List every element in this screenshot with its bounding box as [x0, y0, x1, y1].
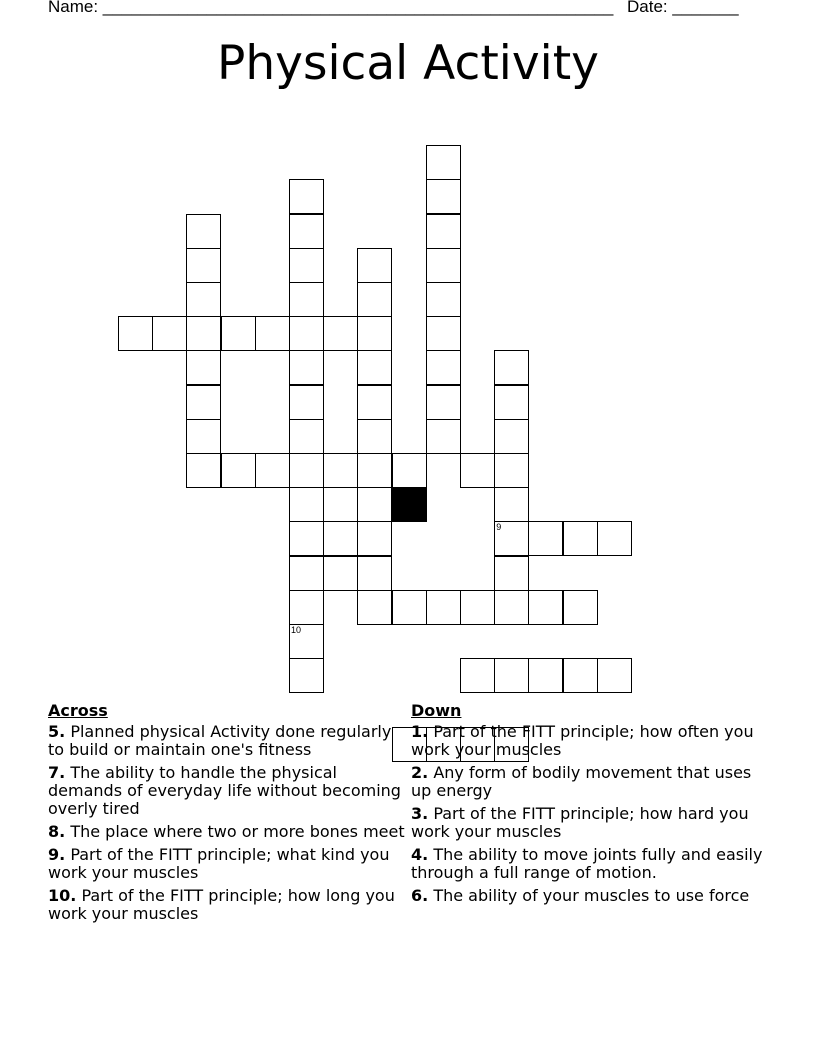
crossword-cell[interactable] — [221, 453, 256, 488]
blocked-cell — [392, 487, 427, 522]
crossword-cell[interactable] — [186, 316, 221, 351]
crossword-cell[interactable] — [494, 453, 529, 488]
crossword-cell[interactable] — [494, 556, 529, 591]
crossword-cell[interactable] — [186, 453, 221, 488]
down-clues — [411, 702, 771, 910]
clue-number: 3. — [411, 804, 429, 823]
crossword-cell[interactable] — [426, 282, 461, 317]
crossword-cell[interactable] — [528, 658, 563, 693]
crossword-cell[interactable] — [357, 487, 392, 522]
clue-number: 1. — [411, 722, 429, 741]
clue-across-8 — [48, 823, 408, 841]
clue-text: Part of the FITT principle; what kind you work your muscles — [48, 845, 390, 882]
name-field-label: Name: ______________________________________________________ — [48, 0, 614, 16]
crossword-cell[interactable] — [563, 658, 598, 693]
crossword-cell[interactable] — [289, 590, 324, 625]
crossword-cell[interactable] — [460, 453, 495, 488]
crossword-cell[interactable] — [118, 316, 153, 351]
down-heading: Down — [411, 701, 462, 720]
crossword-cell[interactable] — [426, 419, 461, 454]
clue-number: 6. — [411, 886, 429, 905]
crossword-cell[interactable] — [323, 556, 358, 591]
crossword-cell[interactable] — [357, 350, 392, 385]
crossword-cell[interactable] — [186, 350, 221, 385]
clue-down-1 — [411, 723, 771, 759]
clue-across-10 — [48, 887, 408, 923]
crossword-cell[interactable] — [426, 316, 461, 351]
clue-down-6 — [411, 887, 771, 905]
clue-across-5 — [48, 723, 408, 759]
crossword-cell[interactable] — [426, 385, 461, 420]
crossword-cell[interactable] — [426, 248, 461, 283]
clue-text: The place where two or more bones meet — [70, 822, 405, 841]
page-title: Physical Activity — [217, 36, 599, 91]
crossword-cell[interactable] — [152, 316, 187, 351]
crossword-cell[interactable] — [494, 419, 529, 454]
crossword-cell[interactable] — [426, 179, 461, 214]
crossword-cell[interactable] — [357, 556, 392, 591]
clue-number: 7. — [48, 763, 66, 782]
clue-across-7 — [48, 764, 408, 818]
clue-number: 4. — [411, 845, 429, 864]
crossword-cell[interactable] — [528, 521, 563, 556]
clue-text: Part of the FITT principle; how hard you work your muscles — [411, 804, 749, 841]
crossword-cell[interactable] — [597, 658, 632, 693]
clue-text: The ability to handle the physical demands of everyday life without becoming overly tired — [48, 763, 401, 818]
clue-number: 5. — [48, 722, 66, 741]
crossword-cell[interactable] — [426, 350, 461, 385]
clue-down-3 — [411, 805, 771, 841]
cell-number: 10 — [291, 625, 302, 635]
crossword-cell[interactable] — [289, 658, 324, 693]
clue-text: Planned physical Activity done regularly to build or maintain one's fitness — [48, 722, 392, 759]
cell-number: 9 — [496, 522, 502, 533]
crossword-cell[interactable] — [460, 658, 495, 693]
across-clues — [48, 702, 408, 928]
crossword-cell[interactable] — [323, 316, 358, 351]
clue-text: The ability of your muscles to use force — [433, 886, 750, 905]
crossword-cell[interactable] — [186, 282, 221, 317]
clue-down-2 — [411, 764, 771, 800]
crossword-cell[interactable] — [289, 385, 324, 420]
clue-number: 2. — [411, 763, 429, 782]
crossword-cell[interactable] — [289, 453, 324, 488]
crossword-cell[interactable] — [221, 316, 256, 351]
crossword-cell[interactable] — [186, 419, 221, 454]
crossword-cell[interactable] — [460, 590, 495, 625]
clue-number: 8. — [48, 822, 66, 841]
crossword-cell[interactable] — [392, 590, 427, 625]
crossword-cell[interactable] — [494, 350, 529, 385]
crossword-cell[interactable] — [357, 419, 392, 454]
clue-number: 10. — [48, 886, 77, 905]
crossword-cell[interactable] — [357, 282, 392, 317]
crossword-cell[interactable] — [289, 487, 324, 522]
crossword-cell[interactable] — [357, 248, 392, 283]
clue-text: Part of the FITT principle; how often you work your muscles — [411, 722, 754, 759]
crossword-cell[interactable] — [323, 521, 358, 556]
crossword-cell[interactable] — [357, 590, 392, 625]
clue-down-4 — [411, 846, 771, 882]
crossword-cell[interactable] — [426, 590, 461, 625]
crossword-cell[interactable] — [289, 282, 324, 317]
crossword-cell[interactable] — [392, 453, 427, 488]
clue-text: The ability to move joints fully and easily through a full range of motion. — [411, 845, 763, 882]
crossword-cell[interactable] — [563, 590, 598, 625]
crossword-cell[interactable] — [323, 453, 358, 488]
crossword-cell[interactable] — [597, 521, 632, 556]
crossword-cell[interactable] — [186, 248, 221, 283]
crossword-cell[interactable] — [494, 658, 529, 693]
crossword-cell[interactable] — [186, 214, 221, 249]
crossword-cell[interactable] — [255, 316, 290, 351]
crossword-cell[interactable] — [289, 316, 324, 351]
crossword-cell[interactable] — [255, 453, 290, 488]
crossword-cell[interactable] — [289, 556, 324, 591]
across-heading: Across — [48, 701, 108, 720]
clue-number: 9. — [48, 845, 66, 864]
crossword-cell[interactable] — [186, 385, 221, 420]
crossword-cell[interactable] — [289, 419, 324, 454]
crossword-cell[interactable] — [289, 248, 324, 283]
crossword-cell[interactable] — [494, 487, 529, 522]
clue-text: Part of the FITT principle; how long you work your muscles — [48, 886, 395, 923]
crossword-cell[interactable] — [357, 385, 392, 420]
date-field-label: Date: _______ — [627, 0, 739, 16]
clue-across-9 — [48, 846, 408, 882]
crossword-cell[interactable] — [289, 521, 324, 556]
crossword-cell[interactable] — [357, 316, 392, 351]
crossword-cell[interactable] — [426, 145, 461, 180]
crossword-cell[interactable] — [494, 590, 529, 625]
crossword-cell[interactable] — [289, 179, 324, 214]
crossword-cell[interactable] — [289, 350, 324, 385]
crossword-cell[interactable] — [289, 624, 324, 659]
crossword-cell[interactable] — [357, 521, 392, 556]
clue-text: Any form of bodily movement that uses up energy — [411, 763, 752, 800]
crossword-cell[interactable] — [494, 385, 529, 420]
crossword-cell[interactable] — [289, 214, 324, 249]
crossword-cell[interactable] — [357, 453, 392, 488]
crossword-cell[interactable] — [528, 590, 563, 625]
crossword-cell[interactable] — [494, 521, 529, 556]
crossword-cell[interactable] — [563, 521, 598, 556]
crossword-cell[interactable] — [426, 214, 461, 249]
